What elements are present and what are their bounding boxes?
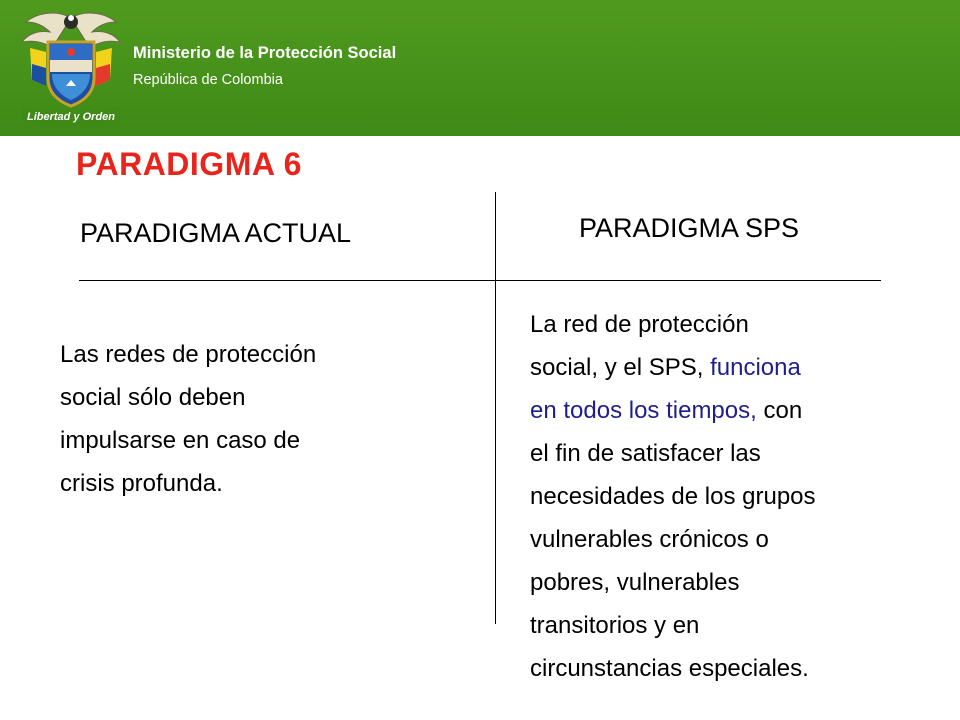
- right-text-segment: social, y el SPS,: [530, 354, 711, 381]
- right-text-line: pobres, vulnerables: [530, 569, 740, 596]
- vertical-divider: [495, 192, 496, 624]
- right-column-heading: PARADIGMA SPS: [579, 213, 800, 243]
- left-text-line: social sólo deben: [60, 384, 246, 411]
- left-text-line: Las redes de protección: [60, 341, 317, 368]
- left-column-heading: PARADIGMA ACTUAL: [80, 218, 352, 248]
- right-column-text: [530, 303, 930, 690]
- right-text-line: La red de protección: [530, 311, 749, 338]
- highlight-text: en todos los tiempos,: [530, 397, 757, 424]
- motto-text: Libertad y Orden: [26, 111, 116, 123]
- right-text-line: [530, 346, 930, 389]
- ministry-name: Ministerio de la Protección Social: [133, 44, 397, 62]
- right-text-line: necesidades de los grupos: [530, 483, 816, 510]
- right-text-line: vulnerables crónicos o: [530, 526, 769, 553]
- header-banner: [0, 0, 960, 136]
- right-text-segment: con: [756, 397, 803, 424]
- right-text-line: [530, 389, 930, 432]
- right-text-line: el fin de satisfacer las: [530, 440, 761, 467]
- left-text-line: crisis profunda.: [60, 470, 223, 497]
- colombia-coat-of-arms-icon: [8, 8, 134, 128]
- left-column-text: [60, 333, 420, 505]
- country-name: República de Colombia: [133, 72, 283, 88]
- slide-title: PARADIGMA 6: [76, 146, 302, 182]
- horizontal-divider: [79, 280, 881, 281]
- highlight-text: funciona: [710, 354, 801, 381]
- left-text-line: impulsarse en caso de: [60, 427, 301, 454]
- right-text-line: circunstancias especiales.: [530, 655, 809, 682]
- right-text-line: transitorios y en: [530, 612, 700, 639]
